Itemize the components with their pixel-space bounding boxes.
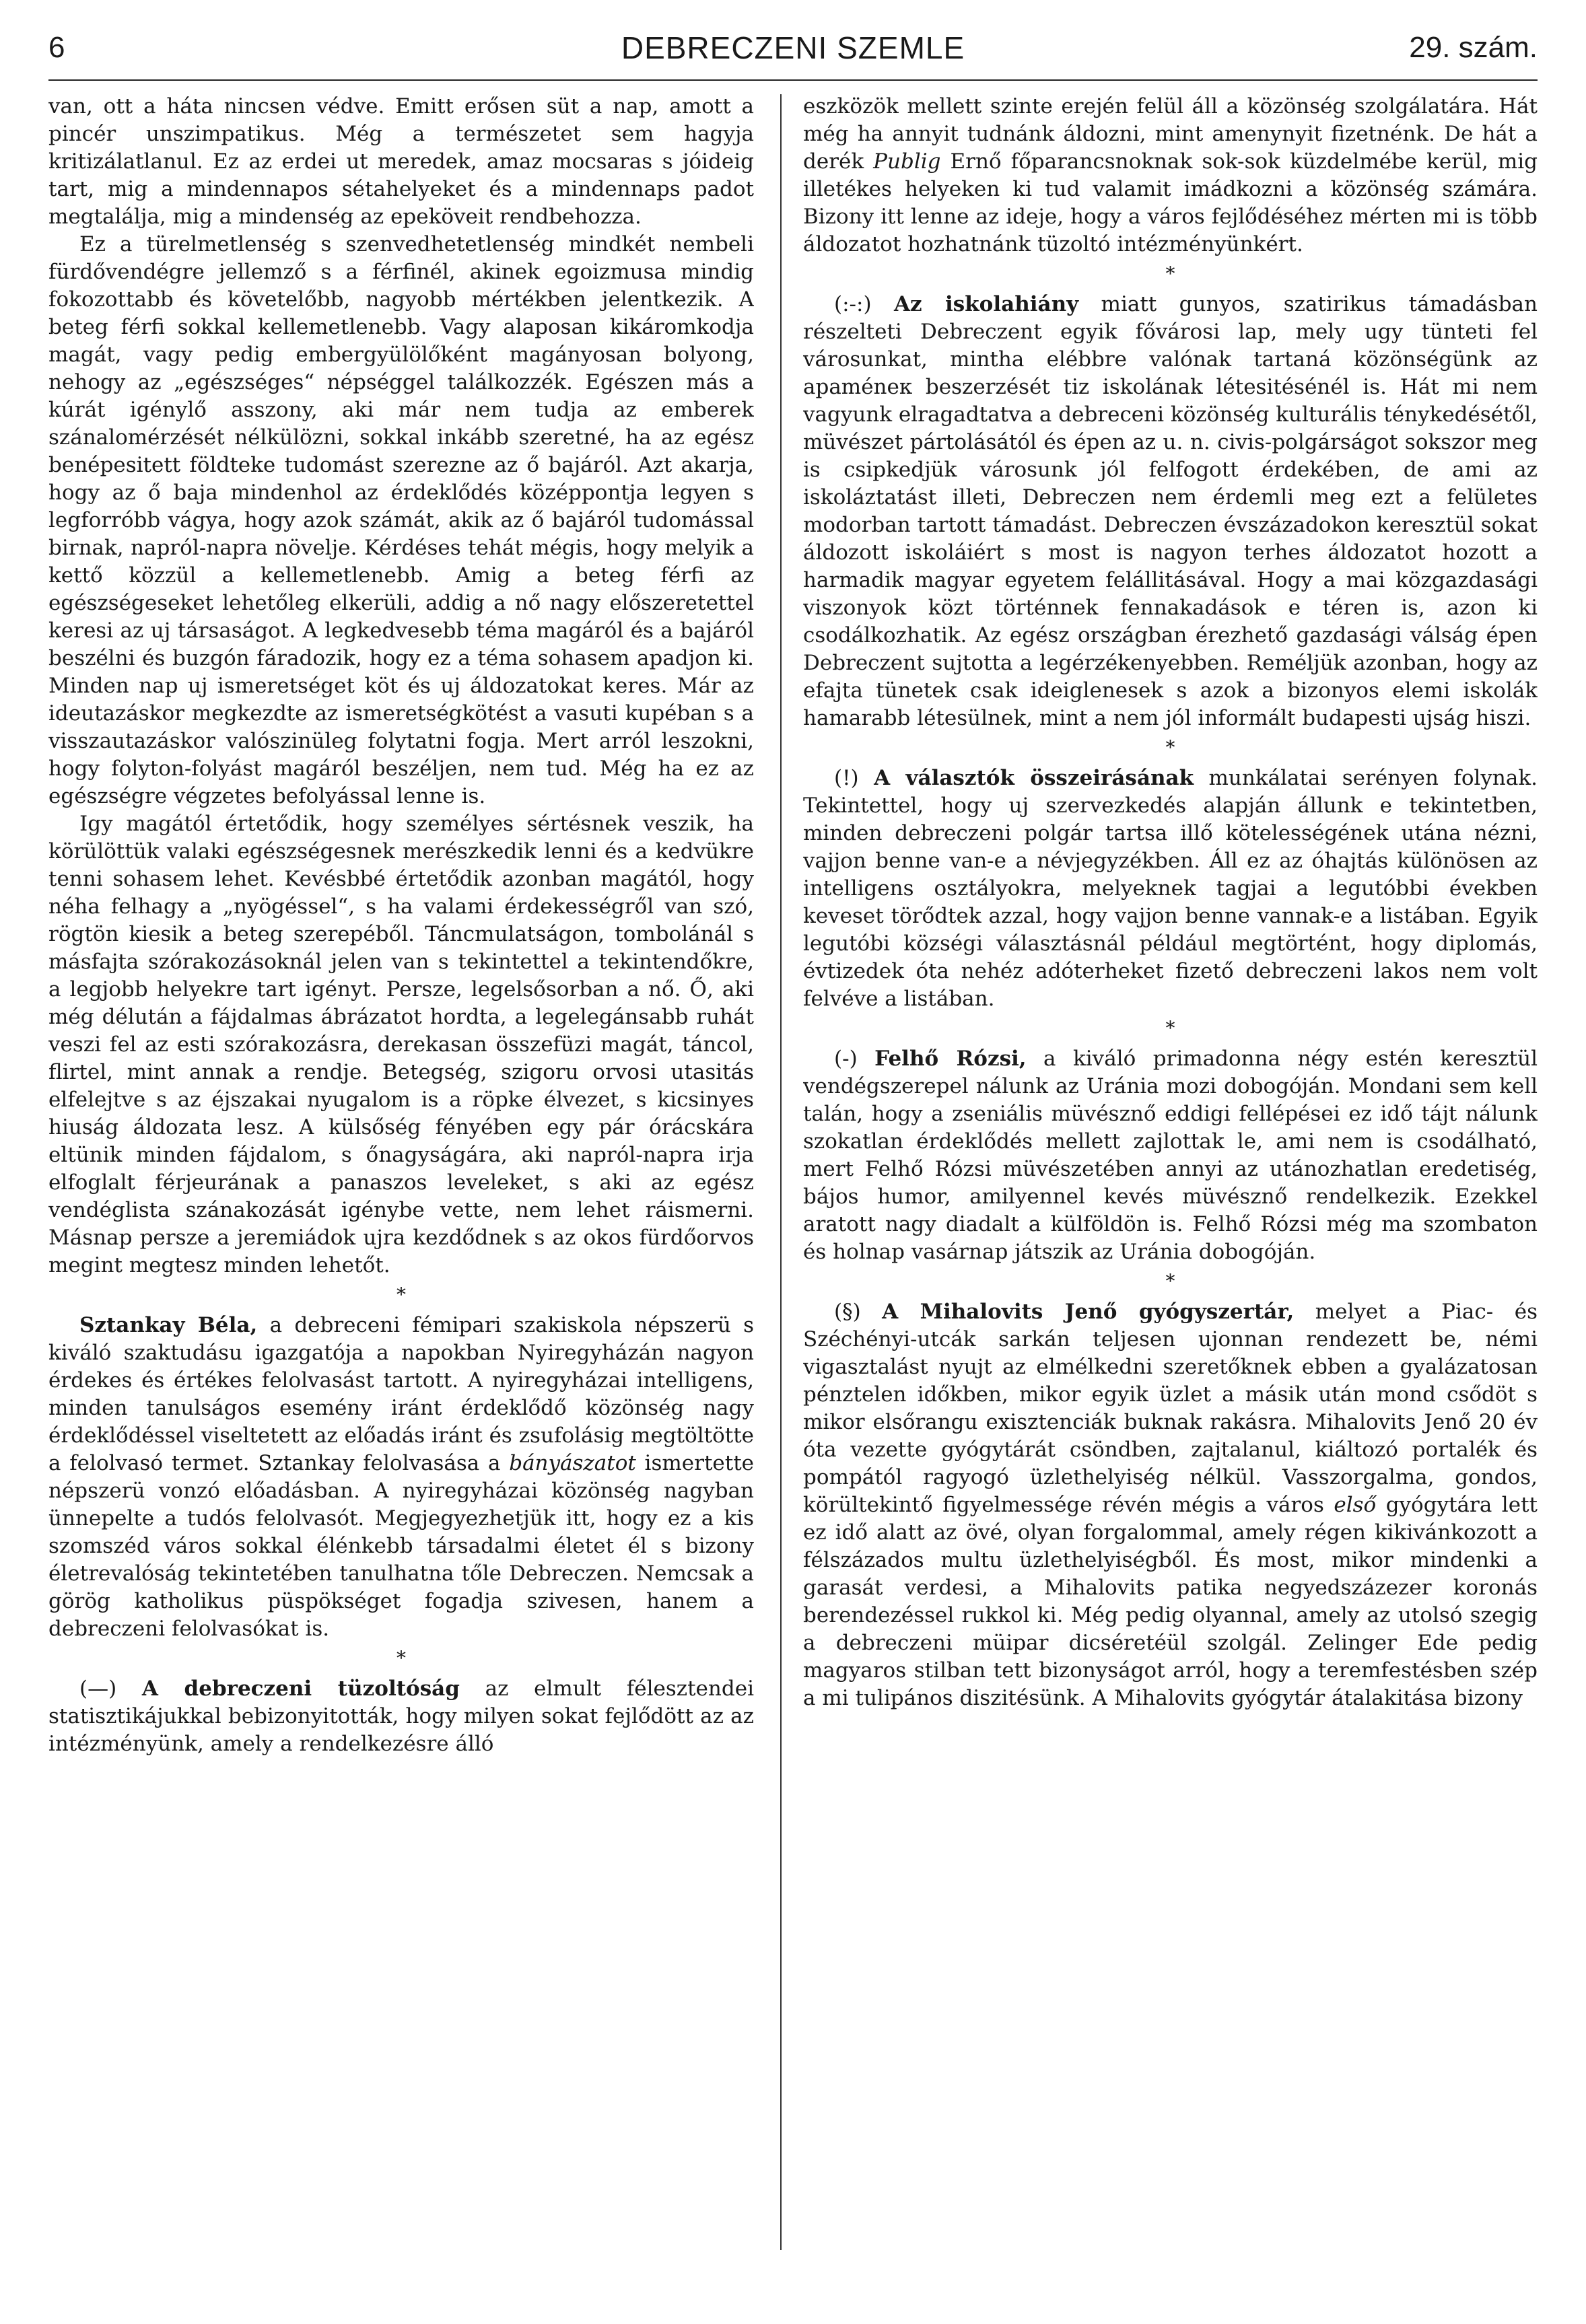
news-item-sztankay: Sztankay Béla, a debreceni fémipari szakiskola népszerü s kiváló szaktudásu igazgatója a napokban Nyiregyházán nagyon érdekes és értékes felolvasást tartott. A nyiregyházai intelligens, minden tanulságos esemény iránt érdeklődő közönség nagy érdeklődéssel viseltetett az előadás iránt és zsufolásig megtöltötte a felolvasó termet. Sztankay felolvasása a bányászatot ismertette népszerü vonzó előadásban. A nyiregyházai közönség nagyban ünnepelte a tudós felolvasót. Megjegyezhetjük itt, hogy ez a kis szomszéd város sokkal élénkebb társadalmi életet él s bizony életrevalóság tekintetében tanulhatna tőle Debreczen. Nemcsak a görög katholikus püspökséget fogadja szivesen, hanem a debreczeni felolvasókat is.	[48, 1313, 754, 1641]
section-separator: *	[1165, 1017, 1175, 1039]
section-separator: *	[396, 1647, 406, 1669]
news-item-mihalovits: (§) A Mihalovits Jenő gyógyszertár, melyet a Piac- és Széchényi-utcák sarkán teljesen ujonnan rendezett be, némi vigasztalást nyujt az elmélkedni szeretőknek ebben a gyalázatosan pénztelen időkben, mikor egyik üzlet a másik után mond csődöt s mikor elsőrangu exisztenciák buknak rakásra. Mihalovits Jenő 20 év óta vezette gyógytárát csöndben, zajtalanul, kiáltozó portalék és pompától ragyogó üzlethelyiség nélkül. Vasszorgalma, gondos, körültekintő figyelmessége révén mégis a város első gyógytára lett ez idő alatt az övé, olyan forgalommal, amely régen kikivánkozott a félszázados multu üzlethelyiségből. És most, mikor mindenki a garasát verdesi, a Mihalovits patika negyedszázezer koronás berendezéssel rukkol ki. Még pedig olyannal, amely az utolsó szegig a debreczeni müipar dicséretéül szolgál. Zelinger Ede pedig magyaros stilban tett bizonyságot arról, hogy a teremfestésben szép a mi tulipános diszitésünk. A Mihalovits gyógytár átalakitása bizony	[803, 1300, 1538, 1710]
news-lead: Felhő Rózsi,	[874, 1047, 1027, 1071]
right-column	[803, 93, 1538, 2297]
page-number: 6	[48, 31, 65, 64]
news-item-tuzoltosag: (—) A debreczeni tüzoltóság az elmult félesztendei statisztikájukkal bebizonyitották, hogy milyen sokat fejlődött az az intézményünk, amely a rendelkezésre álló	[48, 1677, 754, 1756]
masthead-title: DEBRECZENI SZEMLE	[621, 30, 965, 65]
news-lead: Sztankay Béla,	[79, 1313, 258, 1337]
news-lead: A Mihalovits Jenő gyógyszertár,	[882, 1300, 1295, 1324]
news-lead: A választók összeirásának	[874, 766, 1194, 790]
news-item-tuzoltosag-cont: eszközök mellett szinte erején felül áll a közönség szolgálatára. Hát még ha annyit tudnánk áldozni, mint amenynyit fizetnénk. De hát a derék Publig Ernő főparancsnoknak sok-sok küzdelmébe kerül, mig illetékes helyeken ki tud valamit imádkozni a közönség számára. Bizony itt lenne az ideje, hogy a város fejlődéséhez mérten mi is több áldozatot hozhatnánk tüzoltó intézményünkért.	[803, 94, 1538, 256]
section-separator: *	[1165, 262, 1175, 285]
article-paragraph: Igy magától értetődik, hogy személyes sértésnek veszik, ha körülöttük valaki egészségesnek merészkedik lenni és a kedvükre tenni sohasem lehet. Kevésbbé értetődik azonban magától, hogy néha felhagy a „nyögéssel“, s ha valami érdekességről van szó, rögtön kiesik a beteg szerepéből. Táncmulatságon, tombolánál s másfajta szórakozásoknál jelen van s tekintettel a tekintendőkre, a legjobb helyekre tart igényt. Persze, legelsősorban a nő. Ő, aki még délután a fájdalmas ábrázatot hordta, a legelegánsabb ruhát veszi fel az esti szórakozásra, derekasan összefüzi magát, táncol, flirtel, mint annak a rendje. Betegség, szigoru orvosi utasitás elfelejtve s az éjszakai nyugalom is a röpke élvezet, s kicsinyes hiuság áldozata lesz. A külsőség fényében egy pár órácskára eltünik minden fájdalom, s őnagyságára, aki napról-napra irja elfoglalt férjeurának a panaszos leveleket, s aki az egész vendéglista szánakozását igénybe vette, nem lehet ráismerni. Másnap persze a jeremiádok ujra kezdődnek s az okos fürdőorvos megint megtesz minden lehetőt.	[48, 812, 754, 1277]
section-separator: *	[396, 1283, 406, 1306]
news-lead: Az iskolahiány	[893, 292, 1079, 316]
news-item-valasztok: (!) A választók összeirásának munkálatai serényen folynak. Tekintettel, hogy uj szervezkedés alapján állunk e tekintetben, minden debreczeni polgár tartsa illő kötelességének utána nézni, vajjon benne van-e a névjegyzékben. Áll ez az óhajtás különösen az intelligens osztályokra, melyeknek tagjai a legutóbbi években keveset törődtek azzal, hogy vajjon benne vannak-e a listában. Egyik legutóbi községi választásnál például megtörtént, hogy diplomás, évtizedek óta nehéz adóterheket fizető debreczeni lakos nem volt felvéve a listában.	[803, 766, 1538, 1011]
column-divider	[780, 94, 782, 2250]
left-column	[48, 93, 754, 2297]
issue-number: 29. szám.	[1409, 31, 1538, 64]
section-separator: *	[1165, 736, 1175, 759]
page-header	[48, 26, 1538, 74]
article-paragraph: van, ott a háta nincsen védve. Emitt erősen süt a nap, amott a pincér unszimpatikus. Még a természetet sem hagyja kritizálatlanul. Ez az erdei ut meredek, amaz mocsaras s jóideig tart, mig a mindennapos sétahelyeket és a mindennaps padot megtalálja, mig a mindenség az epeköveit rendbehozza.	[48, 94, 754, 229]
news-item-felho-rozsi: (-) Felhő Rózsi, a kiváló primadonna négy estén keresztül vendégszerepel nálunk az Uránia mozi dobogóján. Mondani sem kell talán, hogy a zseniális müvésznő eddigi fellépései ez idő tájt nálunk szokatlan érdeklődés mellett zajlottak le, ami nem is csodálható, mert Felhő Rózsi müvészetében annyi az utánozhatlan eredetiség, bájos humor, amilyennel kevés müvésznő rendelkezik. Ezekkel aratott nagy diadalt a külföldön is. Felhő Rózsi még ma szombaton és holnap vasárnap játszik az Uránia dobogóján.	[803, 1047, 1538, 1264]
news-item-iskolahiany: (:-:) Az iskolahiány miatt gunyos, szatirikus támadásban részelteti Debreczent egyik fővárosi lap, mely ugy tünteti fel városunkat, mintha elébbre valónak tartaná közönségünk az apaméneк beszerzését tiz iskolának létesitésénél is. Hát mi nem vagyunk elragadtatva a debreceni közönség kulturális ténykedésétől, müvészet pártolásától és épen az u. n. civis-polgárságot sokszor meg is csipkedjük városunk jól felfogott érdekében, de ami az iskoláztatást illeti, Debreczen nem érdemli meg ezt a felületes modorban tartott támadást. Debreczen évszázadokon keresztül sokat áldozott iskoláiért s most is nagyon terhes áldozatot hozott a harmadik magyar egyetem felállitásával. Hogy a mai közgazdasági viszonyok közt történnek fennakadások e téren is, azon ki csodálkozhatik. Az egész országban érezhető gazdasági válság épen Debreczent sujtotta a legérzékenyebben. Reméljük azonban, hogy az efajta tünetek csak ideiglenesek s azok a bizonyos elemi iskolák hamarabb létesülnek, mint a nem jól informált budapesti ujság hiszi.	[803, 292, 1538, 730]
news-lead: A debreczeni tüzoltóság	[141, 1677, 460, 1701]
article-paragraph: Ez a türelmetlenség s szenvedhetetlenség mindkét nembeli fürdővendégre jellemző s a férfinél, akinek egoizmusa mindig fokozottabb és követelőbb, nagyobb mértékben jelentkezik. A beteg férfi sokkal kellemetlenebb. Vagy alaposan kikáromkodja magát, vagy pedig embergyülölőként magányosan bolyong, nehogy az „egészséges“ népséggel találkozzék. Egészen más a kúrát igénylő asszony, aki már nem tudja az emberek szánalomérzését nélkülözni, sokkal inkább szeretné, ha az egész benépesitett földteke tudomást szerezne az ő bajáról. Azt akarja, hogy az ő baja mindenhol az érdeklődés középpontja legyen s legforróbb vágya, hogy azok számát, akik az ő bajáról tudomással birnak, napról-napra növelje. Kérdéses tehát mégis, hogy melyik a kettő közzül a kellemetlenebb. Amig a beteg férfi az egészségeseket lehetőleg elkerüli, addig a nő nagy előszeretettel keresi az uj társaságot. A legkedvesebb téma magáról és a bajáról beszélni és buzgón fáradozik, hogy ez a téma sohasem apadjon ki. Minden nap uj ismeretséget köt és uj áldozatokat keres. Már az ideutazáskor megkezdte az ismeretségkötést a vasuti kupéban s a visszautazáskor valószinüleg folytatni fogja. Mert arról leszokni, hogy folyton-folyást magáról beszéljen, nem tud. Még ha ez az egészségre végzetes befolyással lenne is.	[48, 232, 754, 808]
section-separator: *	[1165, 1270, 1175, 1292]
header-rule	[48, 79, 1538, 81]
